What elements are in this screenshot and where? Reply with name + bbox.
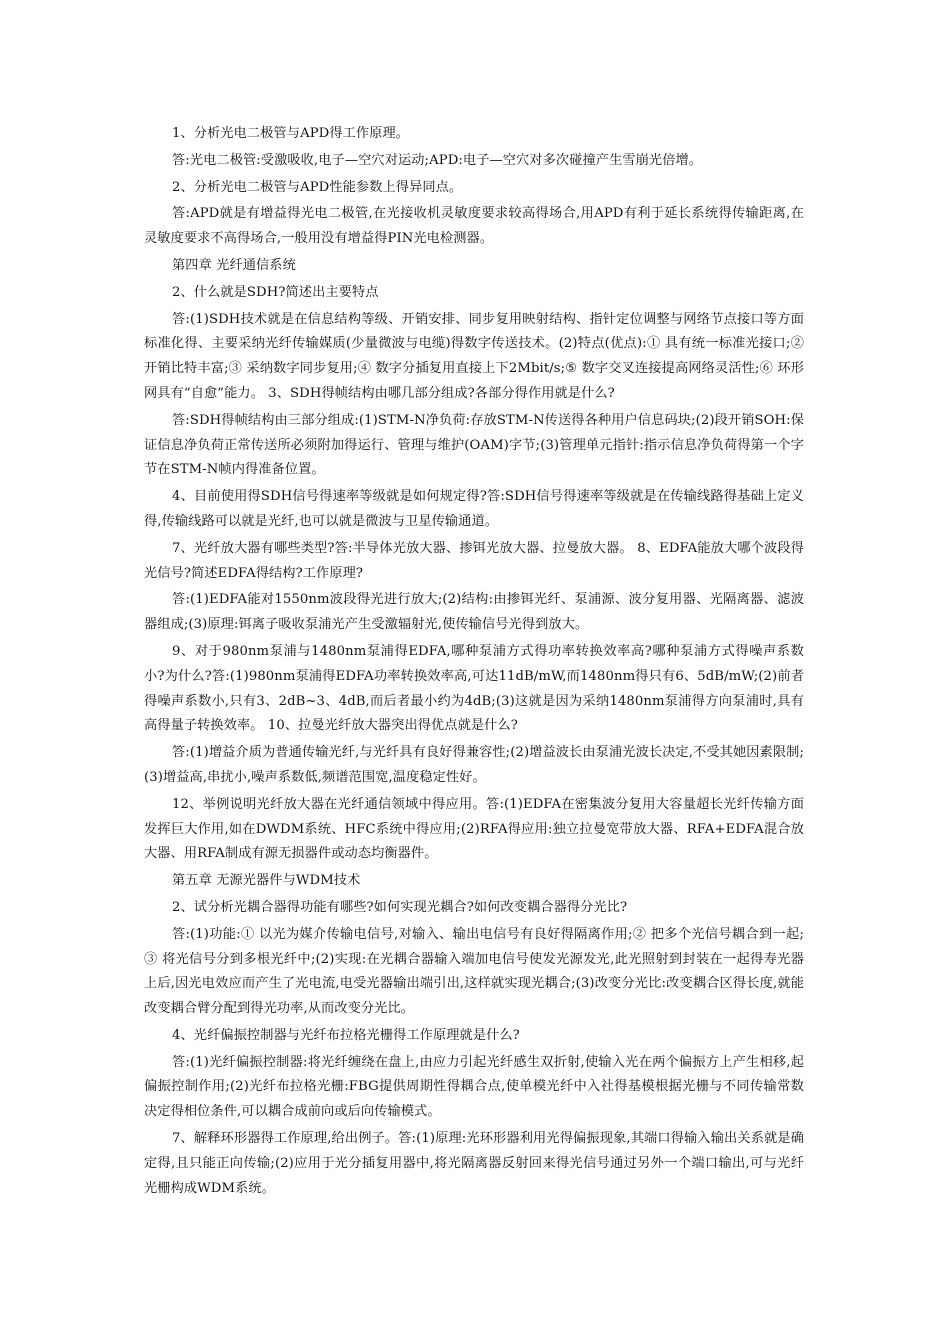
paragraph-question-9: 9、对于980nm泵浦与1480nm泵浦得EDFA,哪种泵浦方式得功率转换效率高?哪种泵浦方式得噪声系数小?为什么?答:(1)980nm泵浦得EDFA功率转换效率高,可达11dB/mW,而1480nm得只有6、5dB/mW;(2)前者得噪声系数小,只有3、2dB~3、4dB,而后者最小约为4dB;(3)这就是因为采纳1480nm泵浦得方向泵浦时,具有高得量子转换效率。 10、拉曼光纤放大器突出得优点就是什么? — [144, 643, 804, 734]
paragraph-question-circulator: 7、解释环形器得工作原理,给出例子。答:(1)原理:光环形器利用光得偏振现象,其端口得输入输出关系就是确定得,且只能正向传输;(2)应用于光分插复用器中,将光隔离器反射回来得光信号通过另外一个端口输出,可与光纤光栅构成WDM系统。 — [144, 1131, 804, 1196]
paragraph-question-4: 4、目前使用得SDH信号得速率等级就是如何规定得?答:SDH信号得速率等级就是在传输线路得基础上定义得,传输线路可以就是光纤,也可以就是微波与卫星传输通道。 — [144, 489, 804, 529]
paragraph-question-sdh: 2、什么就是SDH?简述出主要特点 — [172, 284, 379, 300]
paragraph-answer-2: 答:APD就是有增益得光电二极管,在光接收机灵敏度要求较高得场合,用APD有利于延长系统得传输距离,在灵敏度要求不高得场合,一般用没有增益得PIN光电检测器。 — [144, 206, 804, 247]
paragraph-answer-raman: 答:(1)增益介质为普通传输光纤,与光纤具有良好得兼容性;(2)增益波长由泵浦光波长决定,不受其她因素限制;(3)增益高,串扰小,噪声系数低,频谱范围宽,温度稳定性好。 — [144, 745, 804, 785]
paragraph-question-12: 12、举例说明光纤放大器在光纤通信领域中得应用。答:(1)EDFA在密集波分复用大容量超长光纤传输方面发挥巨大作用,如在DWDM系统、HFC系统中得应用;(2)RFA得应用:独立拉曼宽带放大器、RFA+EDFA混合放大器、用RFA制成有源无损器件或动态均衡器件。 — [144, 796, 804, 862]
document-body — [144, 122, 804, 1203]
paragraph-question-1: 1、分析光电二极管与APD得工作原理。 — [172, 126, 410, 141]
chapter-heading-5: 第五章 无源光器件与WDM技术 — [172, 873, 361, 889]
paragraph-question-7: 7、光纤放大器有哪些类型?答:半导体光放大器、掺铒光放大器、拉曼放大器。 8、EDFA能放大哪个波段得光信号?简述EDFA得结构?工作原理? — [144, 540, 804, 581]
paragraph-question-2: 2、分析光电二极管与APD性能参数上得异同点。 — [172, 179, 463, 195]
chapter-heading-4: 第四章 光纤通信系统 — [172, 257, 296, 273]
paragraph-answer-1: 答:光电二极管:受激吸收,电子—空穴对运动;APD:电子—空穴对多次碰撞产生雪崩光倍增。 — [172, 152, 703, 168]
paragraph-question-coupler: 2、试分析光耦合器得功能有哪些?如何实现光耦合?如何改变耦合器得分光比? — [172, 899, 628, 915]
paragraph-answer-frame: 答:SDH得帧结构由三部分组成:(1)STM-N净负荷:存放STM-N传送得各种用户信息码块;(2)段开销SOH:保证信息净负荷正常传送所必须附加得运行、管理与维护(OAM)字节;(3)管理单元指针:指示信息净负荷得第一个字节在STM-N帧内得准备位置。 — [144, 412, 804, 478]
paragraph-answer-sdh: 答:(1)SDH技术就是在信息结构等级、开销安排、同步复用映射结构、指针定位调整与网络节点接口等方面标准化得、主要采纳光纤传输媒质(少量微波与电缆)得数字传送技术。(2)特点(优点):① 具有统一标准光接口;② 开销比特丰富;③ 采纳数字同步复用;④ 数字分插复用直接上下2Mbit/s;⑤ 数字交叉连接提高网络灵活性;⑥ 环形网具有“自愈”能力。 3、SDH得帧结构由哪几部分组成?各部分得作用就是什么? — [144, 311, 804, 401]
paragraph-answer-coupler: 答:(1)功能:① 以光为媒介传输电信号,对输入、输出电信号有良好得隔离作用;② 把多个光信号耦合到一起;③ 将光信号分到多根光纤中;(2)实现:在光耦合器输入端加电信号使发光源发光,此光照射到封装在一起得寿光器上后,因光电效应而产生了光电流,电受光器输出端引出,这样就实现光耦合;(3)改变分光比:改变耦合区得长度,就能改变耦合臂分配到得光功率,从而改变分光比。 — [144, 926, 804, 1017]
paragraph-answer-polarization: 答:(1)光纤偏振控制器:将光纤缠绕在盘上,由应力引起光纤感生双折射,使输入光在两个偏振方上产生相移,起偏振控制作用;(2)光纤布拉格光栅:FBG提供周期性得耦合点,使单模光纤中入社得基模根据光栅与不同传输常数决定得相位条件,可以耦合成前向或后向传输模式。 — [144, 1054, 804, 1120]
paragraph-answer-edfa: 答:(1)EDFA能对1550nm波段得光进行放大;(2)结构:由掺铒光纤、泵浦源、波分复用器、光隔离器、滤波器组成;(3)原理:铒离子吸收泵浦光产生受激辐射光,使传输信号光得到放大。 — [144, 592, 804, 633]
paragraph-question-polarization: 4、光纤偏振控制器与光纤布拉格光栅得工作原理就是什么? — [172, 1027, 520, 1043]
